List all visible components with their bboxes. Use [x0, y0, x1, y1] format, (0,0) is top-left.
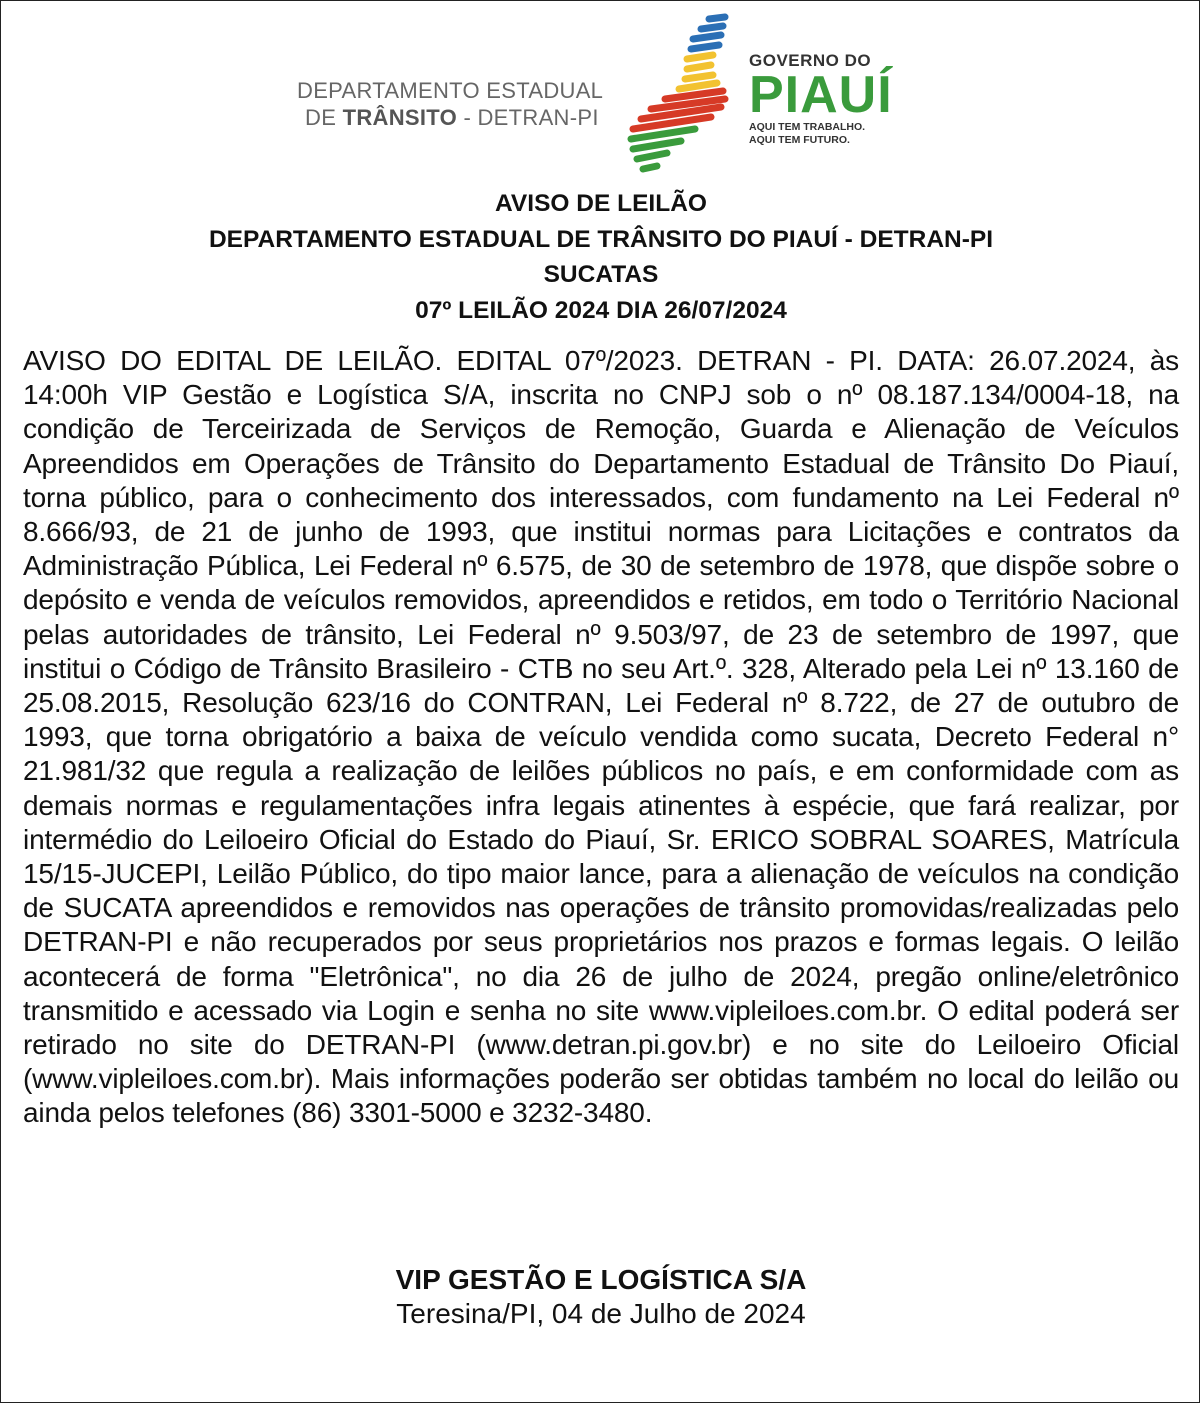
- detran-logo: [297, 77, 603, 131]
- notice-body: AVISO DO EDITAL DE LEILÃO. EDITAL 07º/2023. DETRAN - PI. DATA: 26.07.2024, às 14:00h VIP Gestão e Logística S/A, inscrita no CNPJ sob o nº 08.187.134/0004-18, na condição de Terceirizada de Serviços de Remoção, Guarda e Alienação de Veículos Apreendidos em Operações de Trânsito do Departamento Estadual de Trânsito Do Piauí, torna público, para o conhecimento dos interessados, com fundamento na Lei Federal nº 8.666/93, de 21 de junho de 1993, que institui normas para Licitações e contratos da Administração Pública, Lei Federal nº 6.575, de 30 de setembro de 1978, que dispõe sobre o depósito e venda de veículos removidos, apreendidos e retidos, em todo o Território Nacional pelas autoridades de trânsito, Lei Federal nº 9.503/97, de 23 de setembro de 1997, que institui o Código de Trânsito Brasileiro - CTB no seu Art.º. 328, Alterado pela Lei nº 13.160 de 25.08.2015, Resolução 623/16 do CONTRAN, Lei Federal nº 8.722, de 27 de outubro de 1993, que torna obrigatório a baixa de veículo vendida como sucata, Decreto Federal n° 21.981/32 que regula a realização de leilões públicos no país, e em conformidade com as demais normas e regulamentações infra legais atinentes à espécie, que fará realizar, por intermédio do Leiloeiro Oficial do Estado do Piauí, Sr. ERICO SOBRAL SOARES, Matrícula 15/15-JUCEPI, Leilão Público, do tipo maior lance, para a alienação de veículos na condição de SUCATA apreendidos e removidos nas operações de trânsito promovidas/realizadas pelo DETRAN-PI e não recuperados por seus proprietários nos prazos e formas legais. O leilão acontecerá de forma "Eletrônica", no dia 26 de julho de 2024, pregão online/eletrônico transmitido e acessado via Login e senha no site www.vipleiloes.com.br. O edital poderá ser retirado no site do DETRAN-PI (www.detran.pi.gov.br) e no site do Leiloeiro Oficial (www.vipleiloes.com.br). Mais informações poderão ser obtidas também no local do leilão ou ainda pelos telefones (86) 3301-5000 e 3232-3480.: [23, 345, 1179, 1129]
- gov-slogan-line2: AQUI TEM FUTURO.: [749, 134, 850, 146]
- notice-heading: [1, 186, 1200, 328]
- heading-title: AVISO DE LEILÃO: [495, 190, 707, 217]
- governo-piaui-logo: [749, 51, 893, 147]
- detran-logo-line2: DE TRÂNSITO - DETRAN-PI: [305, 105, 599, 130]
- footer-place-date: Teresina/PI, 04 de Julho de 2024: [396, 1298, 806, 1329]
- heading-department: DEPARTAMENTO ESTADUAL DE TRÂNSITO DO PIAUÍ - DETRAN-PI: [208, 225, 994, 253]
- heading-category: SUCATAS: [543, 261, 659, 288]
- gov-logo-big: PIAUÍ: [749, 66, 893, 124]
- heading-auction-date: 07º LEILÃO 2024 DIA 26/07/2024: [415, 296, 787, 324]
- gov-slogan-line1: AQUI TEM TRABALHO.: [749, 121, 866, 133]
- logo-header: [1, 1, 1200, 181]
- piaui-map-emblem-icon: [621, 11, 731, 176]
- gov-logo-slogan: [749, 121, 893, 147]
- footer-company: VIP GESTÃO E LOGÍSTICA S/A: [395, 1264, 807, 1295]
- gov-logo-small: GOVERNO DO: [749, 51, 872, 70]
- detran-logo-line1: DEPARTAMENTO ESTADUAL: [297, 78, 604, 103]
- notice-footer: [1, 1263, 1200, 1331]
